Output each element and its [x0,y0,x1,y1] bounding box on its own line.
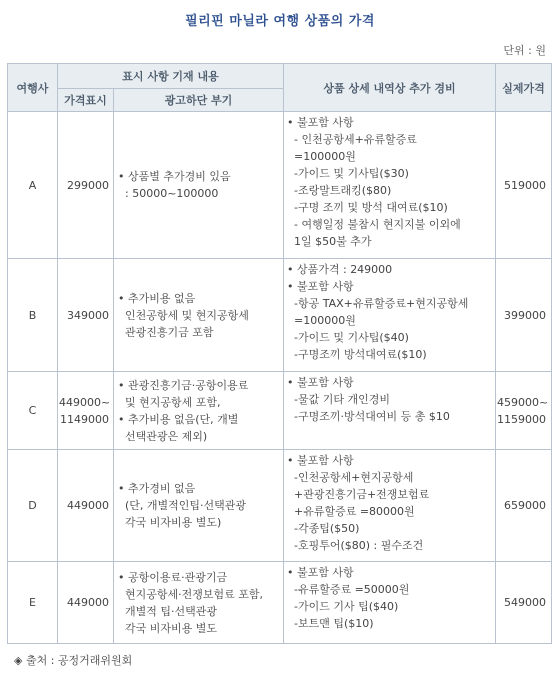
actual-price-cell [496,450,552,562]
detail-line: • 불포함 사항 [287,454,354,467]
table-row [8,562,552,644]
detail-cell [284,372,496,450]
detail-line: • 불포함 사항 [287,116,354,129]
price-display-value: 449000 [67,499,109,512]
actual-price-cell [496,562,552,644]
ad-note-line: 및 현지공항세 포함, [118,395,221,409]
detail-line: -유류할증료 =50000원 [287,583,410,596]
detail-line: -인천공항세+현지공항세 [287,471,414,484]
actual-price-value: 399000 [504,308,546,322]
agency-cell: C [8,372,58,450]
price-display-cell [58,112,114,259]
price-display-cell [58,372,114,450]
detail-line: -가이드 및 기사팁($30) [287,167,409,180]
ad-note-line: 선택관광은 제외) [118,429,208,443]
detail-line: -조랑말트래킹($80) [287,184,392,197]
ad-note-line: 개별적 팁·선택관광 [118,604,217,618]
agency-cell: A [8,112,58,259]
ad-note-cell [114,112,284,259]
ad-note-line: 각국 비자비용 별도) [118,516,222,529]
detail-line: - 여행일정 불참시 현지지불 이외에 [287,218,461,231]
detail-line: =100000원 [287,150,356,163]
price-display-cell [58,450,114,562]
agency-cell: B [8,259,58,372]
detail-line: 1일 $50불 추가 [287,235,372,248]
actual-price-cell [496,372,552,450]
detail-line: -보트맨 팁($10) [287,617,374,630]
detail-line: -가이드 기사 팁($40) [287,600,399,613]
ad-note-line: : 50000~100000 [118,187,219,200]
actual-price-value: 549000 [504,596,546,609]
detail-line: =100000원 [287,314,356,327]
header-detail: 상품 상세 내역상 추가 경비 [284,64,496,112]
detail-cell [284,259,496,372]
table-row [8,450,552,562]
actual-price-value: 519000 [504,178,546,192]
ad-note-cell [114,450,284,562]
price-display-value: 449000~ 1149000 [59,395,111,426]
price-display-cell [58,259,114,372]
ad-note-line: • 공항이용료·관광기금 [118,570,228,584]
detail-line: • 상품가격 : 249000 [287,263,393,276]
ad-note-line: • 상품별 추가경비 있음 [118,170,231,183]
ad-note-cell [114,562,284,644]
table-row [8,372,552,450]
detail-line: -물값 기타 개인경비 [287,393,390,406]
source-note: ◈ 출처 : 공정거래위원회 [14,654,133,667]
header-price-display: 가격표시 [58,89,114,112]
actual-price-value: 459000~ 1159000 [497,395,549,426]
actual-price-value: 659000 [504,499,546,512]
header-actual: 실제가격 [496,64,552,112]
header-ad-note: 광고하단 부기 [114,89,284,112]
detail-line: -구명 조끼 및 방석 대여료($10) [287,201,448,214]
ad-note-line: • 추가비용 없음 [118,291,196,305]
ad-note-line: • 관광진흥기금·공항이용료 [118,378,249,392]
detail-line: • 불포함 사항 [287,566,354,579]
ad-note-cell [114,372,284,450]
price-display-value: 299000 [67,178,109,192]
detail-line: -각종팁($50) [287,522,360,535]
detail-line: -항공 TAX+유류할증료+현지공항세 [287,297,469,310]
detail-line: -구명조끼 방석대여료($10) [287,348,427,361]
ad-note-line: • 추가비용 없음(단, 개별 [118,412,239,426]
ad-note-line: (단, 개별적인팁·선택관광 [118,499,247,512]
actual-price-cell [496,259,552,372]
header-agency: 여행사 [8,64,58,112]
detail-line: +유류할증료 =80000원 [287,505,415,518]
ad-note-line: • 추가경비 없음 [118,482,196,495]
page-title: 필리핀 마닐라 여행 상품의 가격 [185,14,375,29]
unit-label: 단위 : 원 [503,44,546,57]
agency-cell: E [8,562,58,644]
header-display-group: 표시 사항 기재 내용 [58,64,284,89]
detail-cell [284,450,496,562]
detail-cell [284,112,496,259]
detail-line: - 인천공항세+유류할증료 [287,133,417,146]
actual-price-cell [496,112,552,259]
detail-line: -가이드 및 기사팁($40) [287,331,409,344]
detail-line: • 불포함 사항 [287,376,354,389]
ad-note-line: 관광진흥기금 포함 [118,325,214,339]
price-display-value: 349000 [67,308,109,322]
detail-line: -호핑투어($80) : 필수조건 [287,539,424,552]
detail-line: -구명조끼·방석대여비 등 총 $10 [287,410,450,423]
detail-cell [284,562,496,644]
price-display-value: 449000 [67,596,109,609]
table-row [8,259,552,372]
agency-cell: D [8,450,58,562]
price-display-cell [58,562,114,644]
ad-note-line: 각국 비자비용 별도 [118,621,217,635]
ad-note-line: 현지공항세·전쟁보험료 포함, [118,587,263,601]
table-row [8,112,552,259]
detail-line: +관광진흥기금+전쟁보험료 [287,488,430,501]
detail-line: • 불포함 사항 [287,280,354,293]
ad-note-line: 인천공항세 및 현지공항세 [118,308,249,322]
ad-note-cell [114,259,284,372]
price-table [7,63,552,644]
